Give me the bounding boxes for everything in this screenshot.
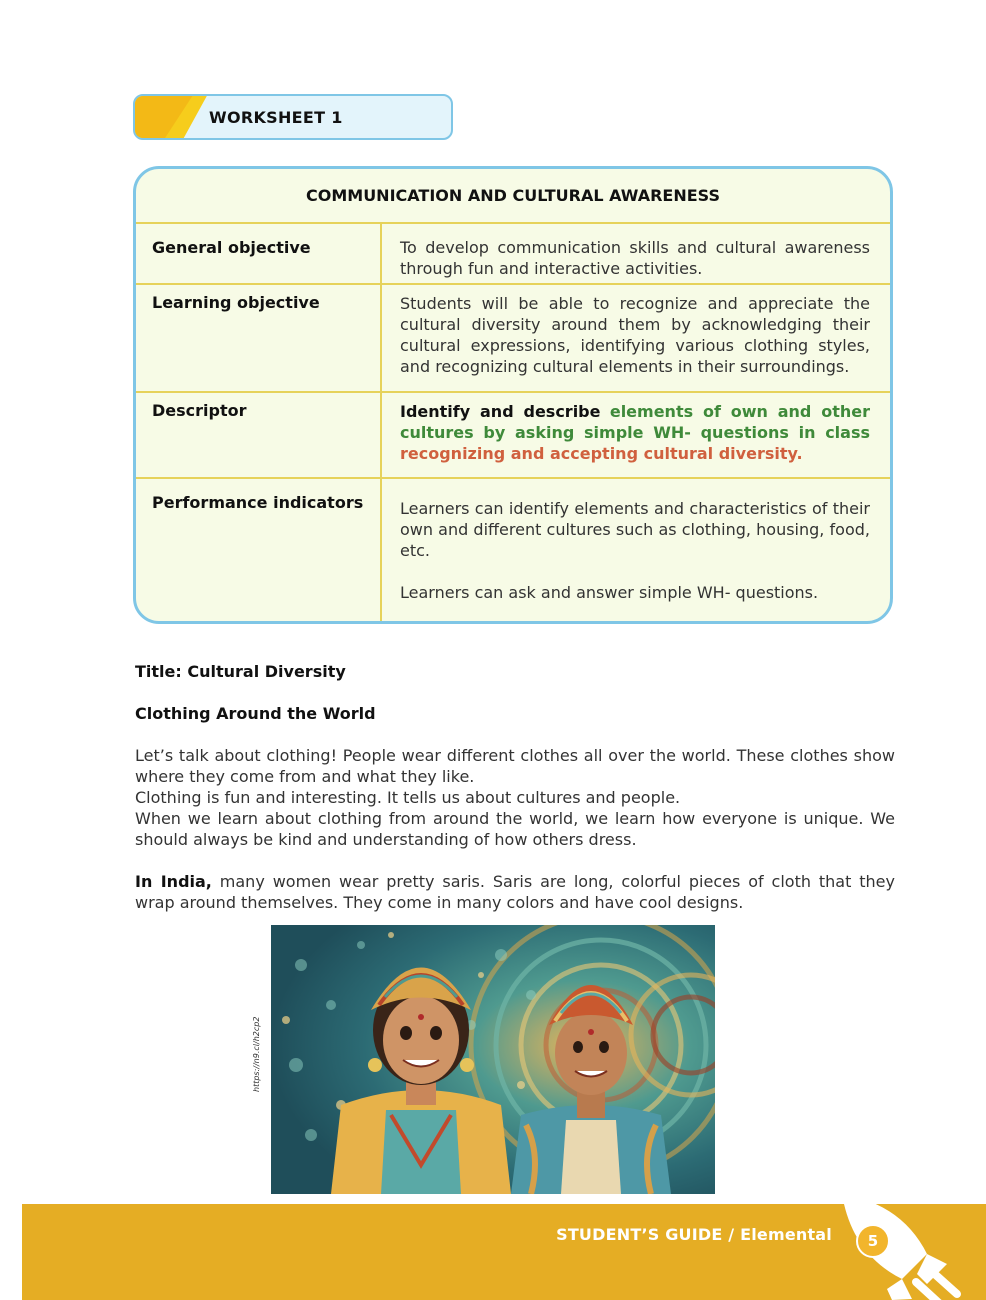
- performance-value-2: Learners can ask and answer simple WH- questions.: [400, 583, 819, 602]
- paragraph-india: [135, 871, 895, 913]
- general-objective-value: To develop communication skills and cultural awareness through fun and interactive activities.: [400, 238, 870, 278]
- descriptor-part3: recognizing and accepting cultural diversity.: [400, 444, 803, 463]
- row-performance-indicators: [136, 479, 890, 624]
- table-title: COMMUNICATION AND CULTURAL AWARENESS: [136, 169, 890, 224]
- india-bold: In India,: [135, 872, 212, 891]
- rocket-icon: [832, 1204, 962, 1300]
- worksheet-tab: [133, 94, 453, 140]
- learning-objective-key: Learning objective: [152, 293, 320, 312]
- page-number: 5: [856, 1224, 890, 1258]
- row-learning-objective: [136, 285, 890, 393]
- india-text: many women wear pretty saris. Saris are long, colorful pieces of cloth that they wrap around themselves. They come in many colors and have cool designs.: [135, 872, 895, 912]
- footer-bar: [22, 1204, 986, 1300]
- descriptor-part1: Identify and describe: [400, 402, 601, 421]
- paragraph-intro-line3: When we learn about clothing from around the world, we learn how everyone is unique. We should always be kind and understanding of how others dress.: [135, 809, 895, 849]
- image-credit: https://n9.cl/h2cp2: [252, 1016, 261, 1092]
- row-general-objective: [136, 222, 890, 285]
- performance-key: Performance indicators: [152, 493, 364, 512]
- objectives-table: [133, 166, 893, 624]
- worksheet-label: WORKSHEET 1: [209, 108, 343, 127]
- illustration-indian-children: [271, 925, 715, 1194]
- footer-guide-text: STUDENT’S GUIDE / Elemental: [556, 1225, 832, 1244]
- paragraph-intro: [135, 745, 895, 850]
- row-descriptor: [136, 393, 890, 479]
- general-objective-key: General objective: [152, 238, 311, 257]
- paragraph-intro-line1: Let’s talk about clothing! People wear different clothes all over the world. These clothes show where they come from and what they like.: [135, 746, 895, 786]
- descriptor-key: Descriptor: [152, 401, 247, 420]
- learning-objective-value: Students will be able to recognize and appreciate the cultural diversity around them by acknowledging their cultural expressions, identifying various clothing styles, and recognizing cultural elements in their surroundings.: [400, 294, 870, 376]
- descriptor-value: [400, 401, 870, 464]
- content-subtitle: Clothing Around the World: [135, 704, 376, 723]
- performance-value-1: Learners can identify elements and characteristics of their own and different cultures such as clothing, housing, food, etc.: [400, 499, 870, 560]
- illustration-svg: [271, 925, 715, 1194]
- content-title: Title: Cultural Diversity: [135, 662, 346, 681]
- descriptor-part2: elements of own and other cultures by asking simple WH- questions in class: [400, 402, 870, 442]
- paragraph-intro-line2: Clothing is fun and interesting. It tells us about cultures and people.: [135, 788, 681, 807]
